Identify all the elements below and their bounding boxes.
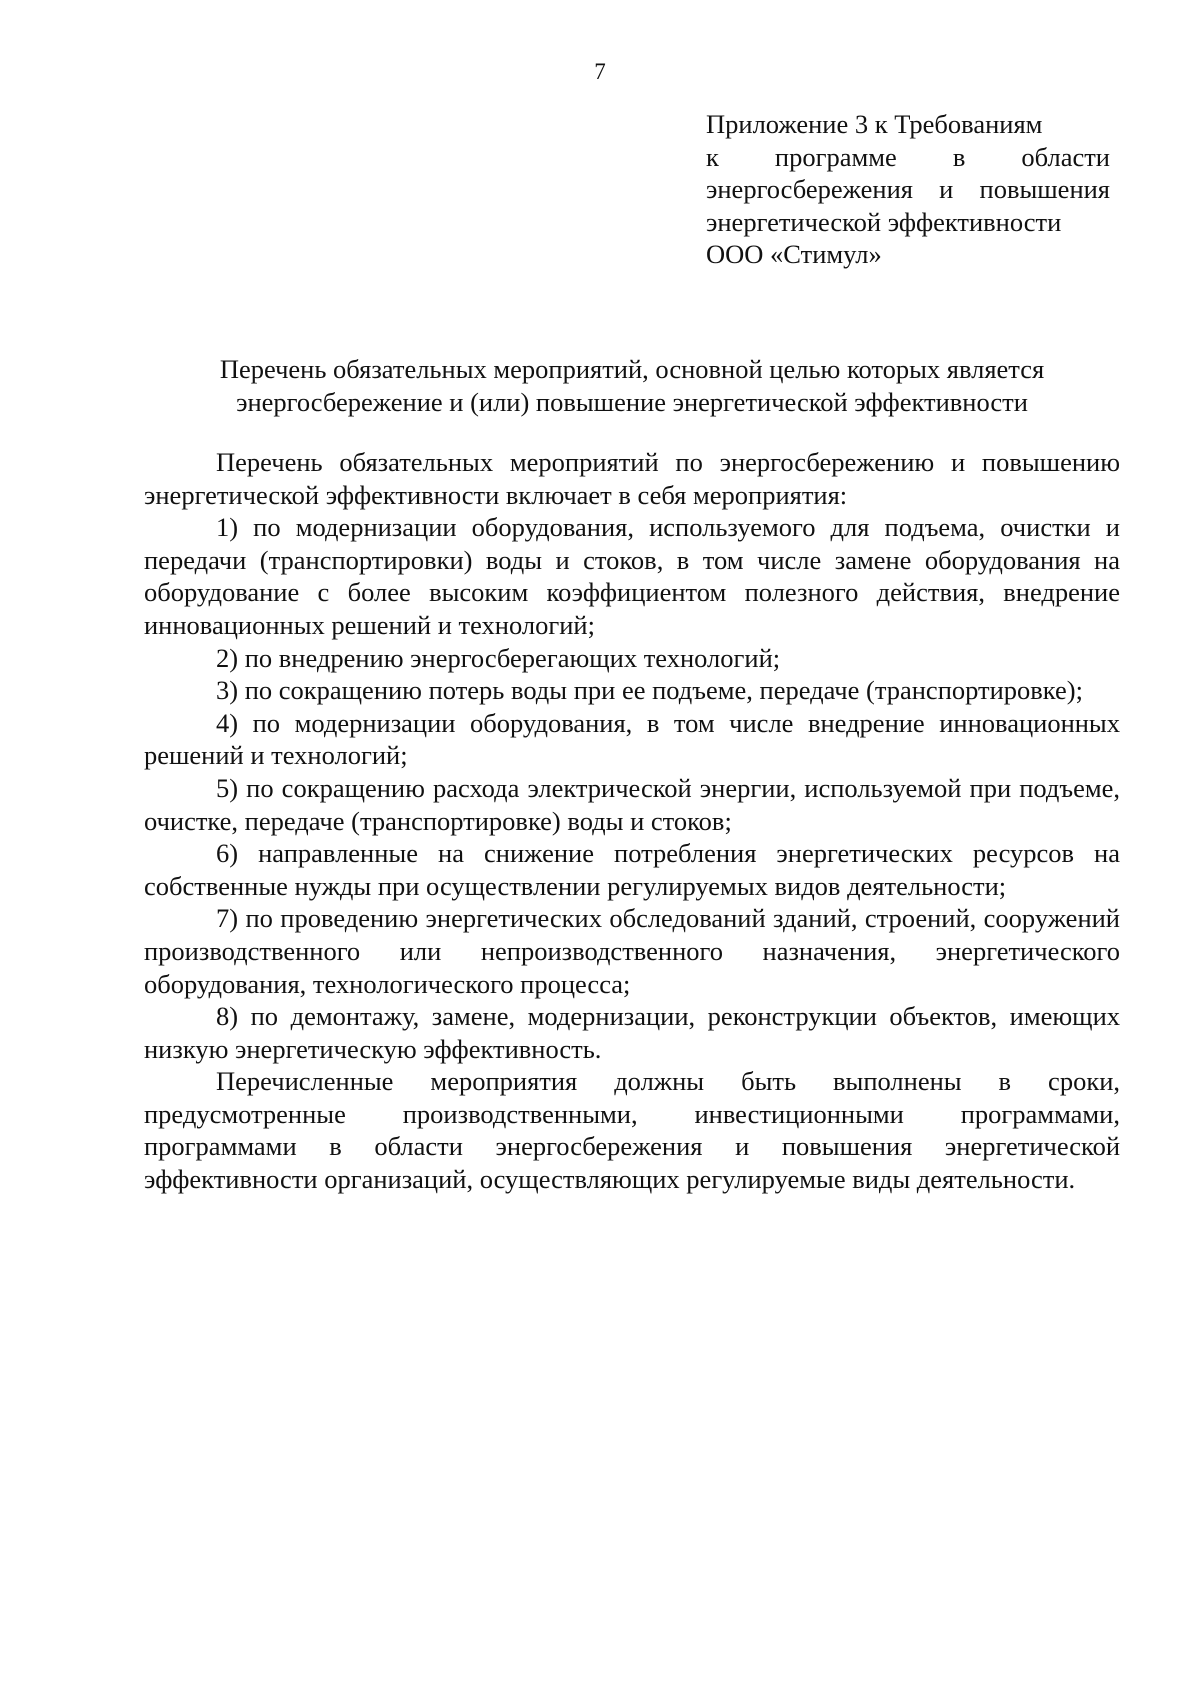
intro-paragraph: Перечень обязательных мероприятий по энергосбережению и повышению энергетической эффективности включает в себя мероприятия: xyxy=(144,447,1120,510)
appendix-word: в xyxy=(952,141,966,172)
list-item-2: 2) по внедрению энергосберегающих технологий; xyxy=(216,642,781,673)
appendix-word: повышения xyxy=(979,174,1110,204)
list-item-8: 8) по демонтажу, замене, модернизации, реконструкции объектов, имеющих низкую энергетическую эффективность. xyxy=(144,1001,1120,1064)
page-number: 7 xyxy=(594,59,606,84)
list-item-4: 4) по модернизации оборудования, в том числе внедрение инновационных решений и технологий; xyxy=(144,707,1120,771)
appendix-line-2 xyxy=(706,141,1110,174)
document-body xyxy=(144,446,1120,1196)
appendix-word: и xyxy=(939,174,954,204)
appendix-word: области xyxy=(1021,141,1110,172)
appendix-word: к xyxy=(706,141,719,172)
list-item-1: 1) по модернизации оборудования, используемого для подъема, очистки и передачи (транспортировки) воды и стоков, в том числе замене оборудования на оборудование с более высоким коэффициентом полезного действия, внедрение инновационных решений и технологий; xyxy=(144,512,1120,640)
appendix-line-3 xyxy=(706,173,1110,206)
appendix-header xyxy=(706,108,1110,271)
document-title xyxy=(144,353,1120,419)
appendix-line-5: ООО «Стимул» xyxy=(706,239,882,269)
title-line-2: энергосбережение и (или) повышение энергетической эффективности xyxy=(236,387,1028,417)
closing-paragraph: Перечисленные мероприятия должны быть выполнены в сроки, предусмотренные производственными, инвестиционными программами, программами в области энергосбережения и повышения энергетической эффективности организаций, осуществляющих регулируемые виды деятельности. xyxy=(144,1066,1120,1195)
appendix-line-1: Приложение 3 к Требованиям xyxy=(706,109,1043,139)
appendix-word: программе xyxy=(774,141,897,172)
list-item-3: 3) по сокращению потерь воды при ее подъеме, передаче (транспортировке); xyxy=(216,675,1083,706)
appendix-word: энергосбережения xyxy=(706,174,913,204)
list-item-5: 5) по сокращению расхода электрической энергии, используемой при подъеме, очистке, передаче (транспортировке) воды и стоков; xyxy=(144,772,1120,836)
list-item-6: 6) направленные на снижение потребления энергетических ресурсов на собственные нужды при осуществлении регулируемых видов деятельности; xyxy=(144,838,1120,901)
list-item-7: 7) по проведению энергетических обследований зданий, строений, сооружений производственного или непроизводственного назначения, энергетического оборудования, технологического процесса; xyxy=(144,903,1120,999)
title-line-1: Перечень обязательных мероприятий, основной целью которых является xyxy=(219,354,1045,384)
appendix-line-4: энергетической эффективности xyxy=(706,206,1062,237)
